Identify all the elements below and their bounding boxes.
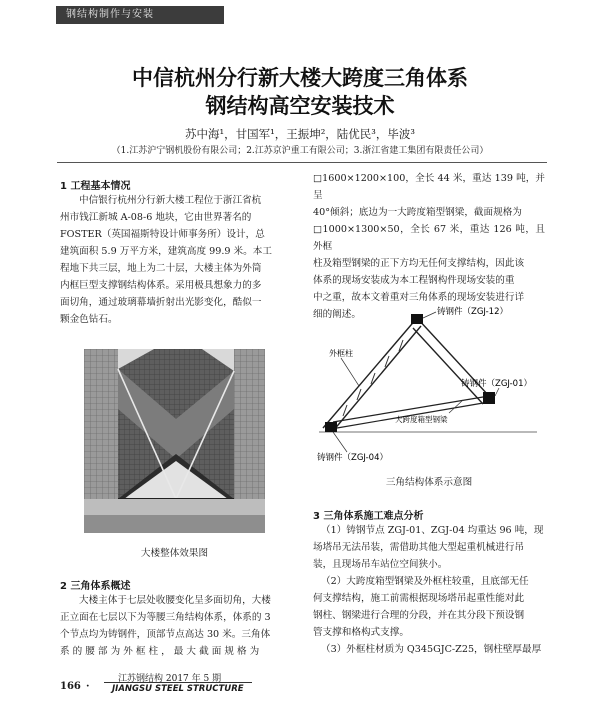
text-line: 面切角，通过玻璃幕墙折射出光影变化，酷似一 <box>60 297 262 308</box>
text-line: 40°倾斜；底边为一大跨度箱型钢梁，截面规格为 <box>313 207 522 218</box>
text-line: 程地下共三层，地上为二十层，大楼主体为外筒 <box>60 263 262 274</box>
text-line: 中信银行杭州分行新大楼工程位于浙江省杭 <box>79 195 262 206</box>
text-line: 颗金色钻石。 <box>60 314 118 325</box>
text-line: 内框巨型支撑钢结构体系。采用极具想象力的多 <box>60 280 262 291</box>
label-right-node: 铸钢件（ZGJ-01） <box>461 379 532 389</box>
text-line: 何支撑结构，施工前需根据现场塔吊起重性能对此 <box>313 593 525 604</box>
text-line: 中之重，故本文着重对三角体系的现场安装进行详 <box>313 292 525 303</box>
label-column: 外框柱 <box>329 349 353 358</box>
label-bottom-node: 铸钢件（ZGJ-04） <box>317 453 388 463</box>
text-line: 细的阐述。 <box>313 309 361 320</box>
leader-line <box>495 388 499 396</box>
text-line: 管支撑和格构式支撑。 <box>313 627 409 638</box>
section-3-body <box>313 522 545 658</box>
journal-name: 江苏钢结构 2017 年 5 期 <box>118 674 222 684</box>
author-list: 苏中海¹，甘国军¹，王振坤²，陆优民³，毕波³ <box>184 127 416 141</box>
text-line: 州市钱江新城 A-08-6 地块，它由世界著名的 <box>60 212 252 223</box>
page-number: 166 <box>60 681 81 692</box>
page-dot: · <box>86 681 90 692</box>
right-casting-node <box>483 392 495 404</box>
leader-line <box>333 432 347 452</box>
section-tag: 钢结构制作与安装 <box>56 6 224 24</box>
label-top-node: 铸钢件（ZGJ-12） <box>437 307 508 317</box>
text-line: 正立面在七层以下为等腰三角结构体系，体系的 3 <box>60 612 271 623</box>
text-line: （1）铸钢节点 ZGJ-01、ZGJ-04 均重达 96 吨，现 <box>321 525 544 536</box>
text-line: 个节点均为铸钢件，顶部节点高达 30 米。三角体 <box>60 629 271 640</box>
building-photo <box>84 349 265 533</box>
text-line: 系 的 腰 部 为 外 框 柱 ， 最 大 截 面 规 格 为 <box>60 646 260 657</box>
figure-1-caption: 大楼整体效果图 <box>140 548 209 559</box>
article-title-line-1: 中信杭州分行新大楼大跨度三角体系 <box>132 66 468 90</box>
journal-name-english: JIANGSU STEEL STRUCTURE <box>112 684 244 694</box>
article-title-line-2: 钢结构高空安装技术 <box>205 94 395 118</box>
text-line: （3）外框柱材质为 Q345GJC-Z25，钢柱壁厚最厚 <box>321 644 542 655</box>
text-line: 体系的现场安装成为本工程钢构件现场安装的重 <box>313 275 515 286</box>
text-line: FOSTER（英国福斯特设计师事务所）设计，总 <box>60 229 265 240</box>
text-line: （2）大跨度箱型钢梁及外框柱较重，且底部无任 <box>321 576 529 587</box>
text-line: 场塔吊无法吊装，需借助其他大型起重机械进行吊 <box>313 542 525 553</box>
left-column <box>323 318 417 428</box>
section-1-body <box>60 192 292 328</box>
figure-2-caption: 三角结构体系示意图 <box>385 477 473 488</box>
header-rule <box>57 162 547 163</box>
right-column-inner <box>413 328 483 404</box>
footer-rule <box>104 682 252 683</box>
text-line: 柱及箱型钢梁的正下方均无任何支撑结构，因此该 <box>313 258 525 269</box>
triangle-structure-diagram <box>313 300 545 470</box>
section-1-heading: 1 工程基本情况 <box>60 181 131 192</box>
text-line: □1600×1200×100，全长 44 米，重达 139 吨，并呈 <box>313 173 545 201</box>
label-beam: 大跨度箱型钢梁 <box>395 415 448 424</box>
text-line: 钢柱、钢梁进行合理的分段，并在其分段下预设钢 <box>313 610 525 621</box>
section-2-body <box>60 592 292 660</box>
text-line: 装，且现场吊车站位空间狭小。 <box>313 559 448 570</box>
section-2-heading: 2 三角体系概述 <box>60 581 131 592</box>
building-illustration <box>84 349 265 533</box>
text-line: 大楼主体于七层处收腰变化呈多面切角，大楼 <box>79 595 271 606</box>
leader-line <box>341 358 359 386</box>
text-line: 建筑面积 5.9 万平方米，建筑高度 99.9 米。本工 <box>60 246 272 257</box>
top-casting-node <box>411 314 423 324</box>
text-line: □1000×1300×50，全长 67 米，重达 126 吨，且外框 <box>313 224 545 252</box>
affiliations: （1.江苏沪宁钢机股份有限公司；2.江苏京沪重工有限公司；3.浙江省建工集团有限责任公司） <box>111 146 489 156</box>
section-3-heading: 3 三角体系施工难点分析 <box>313 511 424 522</box>
left-casting-node <box>325 422 337 432</box>
leader-line <box>423 312 436 318</box>
